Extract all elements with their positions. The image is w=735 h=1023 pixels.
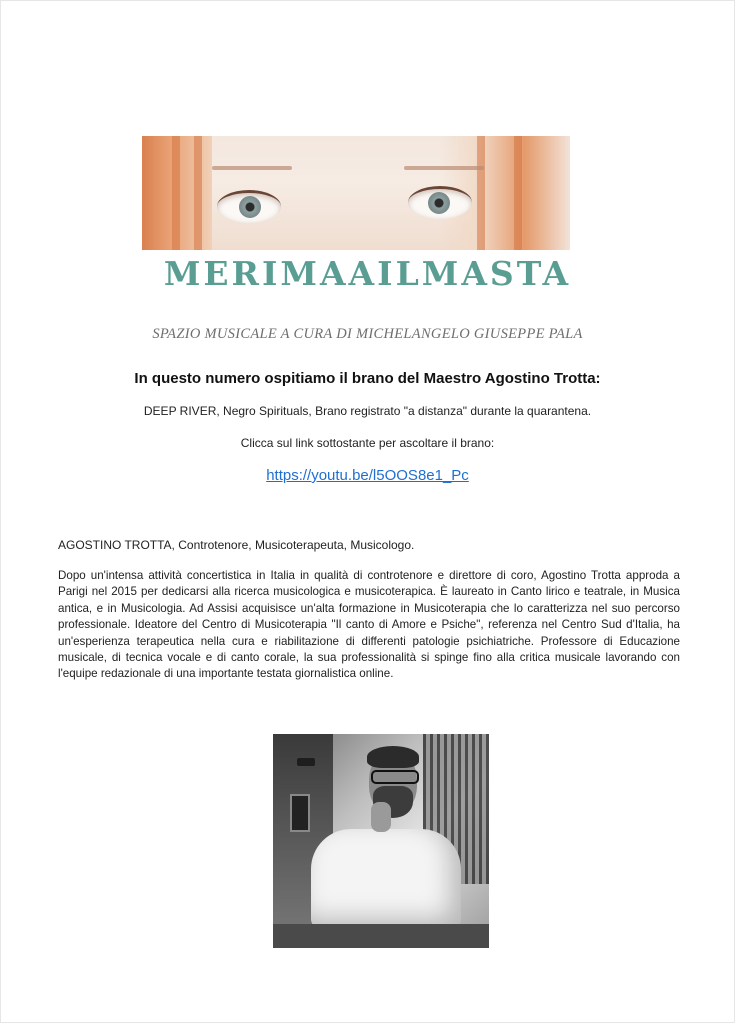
photo-lamp bbox=[297, 758, 315, 766]
hair-strand bbox=[514, 136, 522, 250]
song-description: DEEP RIVER, Negro Spirituals, Brano registrato "a distanza" durante la quarantena. bbox=[143, 404, 592, 418]
photo-glasses bbox=[371, 770, 419, 784]
photo-hand bbox=[371, 802, 391, 832]
photo-wall-frame bbox=[290, 794, 310, 832]
listen-instruction: Clicca sul link sottostante per ascoltare il brano: bbox=[240, 436, 495, 450]
portrait-photo bbox=[273, 734, 489, 948]
hair-strand bbox=[477, 136, 485, 250]
left-iris bbox=[239, 196, 261, 218]
youtube-link[interactable]: https://youtu.be/l5OOS8e1_Pc bbox=[266, 467, 469, 484]
page-subtitle: SPAZIO MUSICALE A CURA DI MICHELANGELO GIUSEPPE PALA bbox=[152, 326, 583, 342]
bio-paragraph: Dopo un'intensa attività concertistica in Italia in qualità di controtenore e direttore di coro, Agostino Trotta approda a Parigi nel 2015 per dedicarsi alla ricerca musicologica e musicoterapica. È laureato in Canto lirico e teatrale, in Musica antica, e in Musicologia. Ad Assisi acquisisce un'alta formazione in Musicoterapia che lo caratterizza nel suo percorso professionale. Ideatore del Centro di Musicoterapia "Il canto di Amore e Psiche", referenza nel Centro Sud d'Italia, ha un'esperienza terapeutica nella cura e riabilitazione di differenti patologie psichiatriche. Professore di Educazione musicale, di tecnica vocale e di canto corale, la sua professionalità si spinge fino alla critica musicale lavorando con l'equipe redazionale di una importante testata giornalistica online. bbox=[58, 569, 680, 681]
photo-shirt bbox=[311, 829, 461, 929]
left-eye bbox=[217, 190, 281, 223]
left-brow bbox=[212, 166, 292, 170]
eyes-banner-image bbox=[142, 136, 570, 250]
right-eye bbox=[408, 186, 472, 219]
photo-table bbox=[273, 924, 489, 948]
right-iris bbox=[428, 192, 450, 214]
photo-hair bbox=[367, 746, 419, 768]
right-brow bbox=[404, 166, 484, 170]
bio-heading: AGOSTINO TROTTA, Controtenore, Musicoterapeuta, Musicologo. bbox=[58, 538, 415, 552]
hair-strand bbox=[194, 136, 202, 250]
masthead-title: MERIMAAILMASTA bbox=[163, 254, 572, 293]
hair-strand bbox=[172, 136, 180, 250]
feature-intro: In questo numero ospitiamo il brano del Maestro Agostino Trotta: bbox=[134, 370, 601, 387]
